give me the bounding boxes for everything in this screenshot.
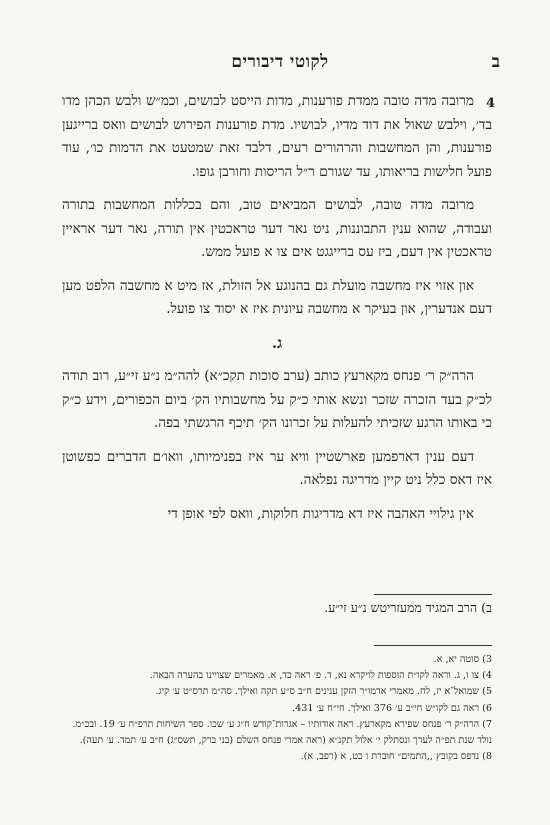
footnote-divider [374, 594, 492, 595]
paragraph: הרה״ק ר׳ פנחס מקארעץ כותב (ערב סוכות תקכ״א) להה״מ נ״ע זי״ע, רוב תודה לכ״ק בעד הזכרה שזכר ונשא אותי כ״ק על מחשבותיו הק׳ ביום הכפורים, וידע כ״ק כי באותו הרגע שזכיתי להעלות על זכרונו הק׳ תיכף הרגשתי בפה. [62, 368, 492, 431]
running-header [60, 52, 500, 78]
header-page-letter: ב [491, 52, 500, 72]
footnote-divider [374, 645, 492, 646]
footnote: 5) שמואל־א יז, לח. מאמרי אדמו״ר הזקן ענינים ח״ב ס״ע תקה ואילך. סה״מ תרס״ט ע׳ קיג. [155, 686, 492, 698]
footnote: 4) צו ו, ג. וראה לקו״ת הוספות לויקרא נא, ד. פ׳ ראה כד, א. מאמרים שצויינו בהערה הבאה. [149, 670, 492, 682]
footnote-letter: ב) הרב המגיד ממעזריטש נ״ע זי״ע. [324, 600, 492, 615]
paragraph: און אזוי איז מחשבה מועלת גם בהנוגע אל הזולת, אז מיט א מחשבה הלפט מען דעם אנדערין, און בעיקר א מחשבה עיונית איז א יסוד צו פועל. [62, 277, 492, 317]
margin-paragraph-number: 4 [486, 96, 496, 111]
footnotes [62, 652, 492, 765]
paragraph: מרובה מדה טובה ממדת פורענות, מדות הייסט לבושים, וכמ״ש ולבש הכהן מדו בד׳, וילבש שאול את דוד מדיו, לבושיו. מדת פורענות הפירוש לבושים וואס ברייגען פורענות, והן המחשבות והרהורים רעים, דלבד זאת שמטעט את הדמות כו׳, עוד פועל חלישות בריאותו, עד שגורם ר״ל הריסות וחורבן גופו. [62, 93, 492, 180]
footnote: 7) הרה״ק ר׳ פנחס שפירא מקארעץ. ראה אודותיו – אגרות־קודש ח״ג ע׳ שכו. ספר השיחות תרפ״ח ע׳ 19. ובכ״מ. נולד שנת תפ״ה לערך ונסתלק י׳ אלול תקנ״א (ראה אמרי פנחס השלם (בני ברק, תשס״ג) ח״ב ע׳ תמד. ע׳ תעה). [72, 718, 492, 747]
paragraph: אין גילויי האהבה איז דא מדריגות חלוקות, וואס לפי אופן די [167, 505, 474, 522]
paragraph: דעם ענין דארפמען פארשטיין וויא ער איז בפנימיותו, וואו׳ם הדברים כפשוטן איז דאס כלל ניט קיין מדריגה נפלאה. [62, 448, 492, 488]
paragraph: מרובה מדה טובה, לבושים המביאים טוב, והם בכללות המחשבות בתורה ועבודה, שהוא ענין התבוננות, ניט נאר דער טראכטין אין תורה, נאר דער אראיין טראכטין אין דעם, ביז עס ברייגגט אים צו א פועל ממש. [62, 197, 492, 260]
main-text [62, 90, 492, 536]
footnote: 6) ראה גם לקו״ש חי״ב ע׳ 376 ואילך. חי״ח ע׳ 431. [292, 702, 492, 714]
section-heading: ג. [271, 333, 283, 352]
footnote: 8) נדפס בקובץ ,,התמים״ חוברת ו כט, א (רפב, א). [300, 751, 492, 763]
footnote: 3) סוטה יא, א. [433, 654, 492, 665]
header-title: לקוטי דיבורים [231, 52, 329, 72]
